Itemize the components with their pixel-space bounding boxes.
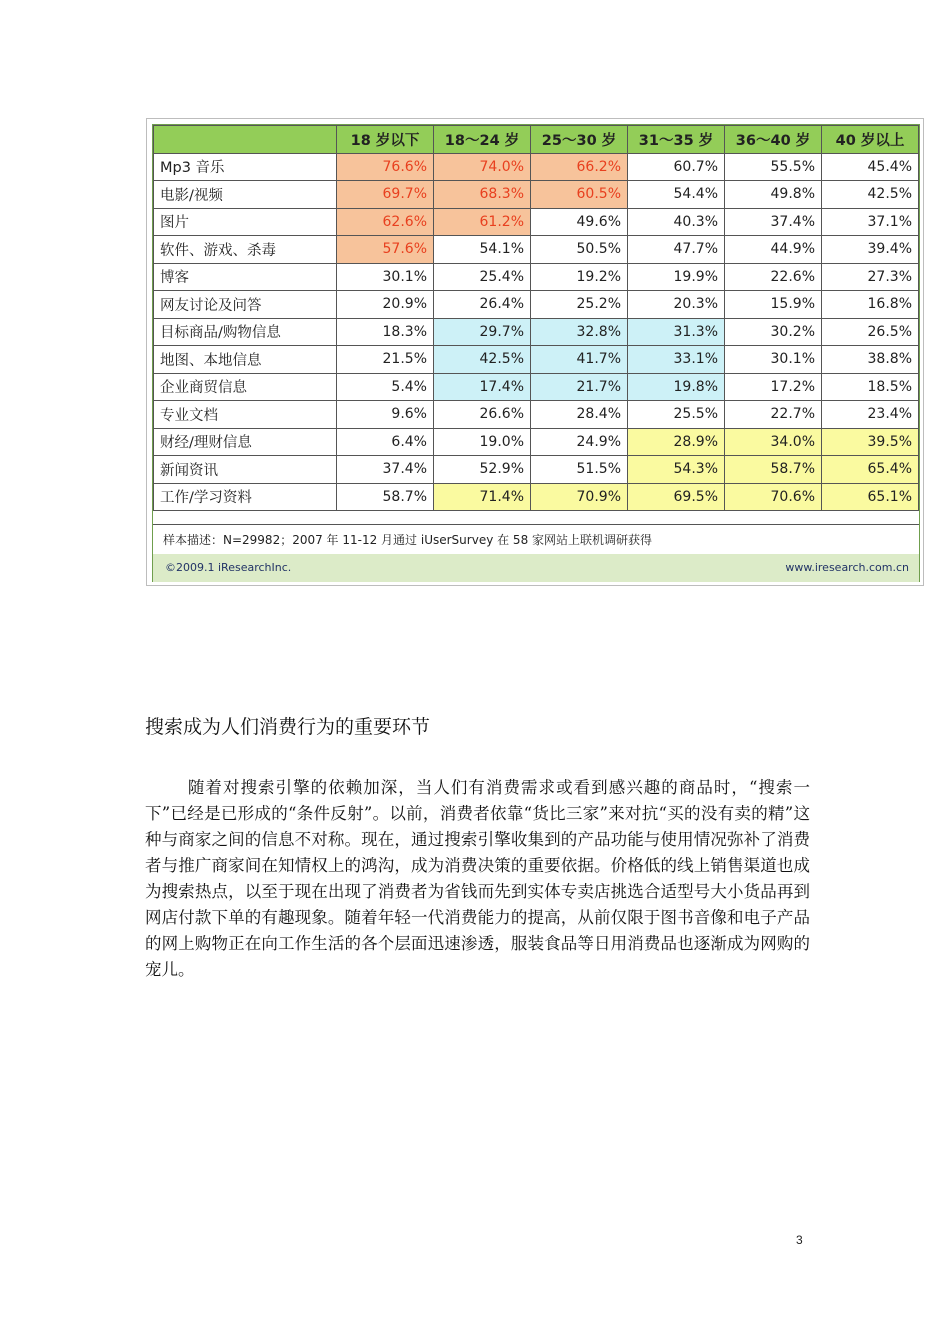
body-paragraph: 随着对搜索引擎的依赖加深，当人们有消费需求或看到感兴趣的商品时，“搜索一下”已经是已形成的“条件反射”。以前，消费者依靠“货比三家”来对抗“买的没有卖的精”这种与商家之间的信息不对称。现在，通过搜索引擎收集到的产品功能与使用情况弥补了消费者与推广商家间在知情权上的鸿沟，成为消费决策的重要依据。价格低的线上销售渠道也成为搜索热点，以至于现在出现了消费者为省钱而先到实体专卖店挑选合适型号大小货品再到网店付款下单的有趣现象。随着年轻一代消费能力的提高，从前仅限于图书音像和电子产品的网上购物正在向工作生活的各个层面迅速渗透，服装食品等日用消费品也逐渐成为网购的宠儿。 — [145, 778, 810, 979]
table-cell: 17.2% — [725, 373, 822, 401]
table-cell: 58.7% — [725, 456, 822, 484]
table-cell: 45.4% — [822, 153, 919, 181]
row-label: 目标商品/购物信息 — [154, 318, 337, 346]
table-cell: 60.5% — [531, 181, 628, 209]
table-cell: 30.1% — [725, 346, 822, 374]
table-cell: 54.3% — [628, 456, 725, 484]
table-cell: 40.3% — [628, 208, 725, 236]
table-cell: 28.9% — [628, 428, 725, 456]
table-cell: 18.5% — [822, 373, 919, 401]
table-cell: 28.4% — [531, 401, 628, 429]
row-label: 图片 — [154, 208, 337, 236]
table-row — [154, 318, 919, 346]
table-header-row — [154, 126, 919, 154]
table-cell: 21.7% — [531, 373, 628, 401]
table-cell: 33.1% — [628, 346, 725, 374]
table-row — [154, 401, 919, 429]
table-row — [154, 181, 919, 209]
table-cell: 51.5% — [531, 456, 628, 484]
table-header-cell: 40 岁以上 — [822, 126, 919, 154]
section-heading: 搜索成为人们消费行为的重要环节 — [145, 716, 431, 738]
table-cell: 20.9% — [337, 291, 434, 319]
table-cell: 6.4% — [337, 428, 434, 456]
table-header-cell: 18 岁以下 — [337, 126, 434, 154]
row-label: 博客 — [154, 263, 337, 291]
table-cell: 65.4% — [822, 456, 919, 484]
table-cell: 42.5% — [822, 181, 919, 209]
table-cell: 74.0% — [434, 153, 531, 181]
table-cell: 16.8% — [822, 291, 919, 319]
table-cell: 57.6% — [337, 236, 434, 264]
table-cell: 37.4% — [725, 208, 822, 236]
table-cell: 44.9% — [725, 236, 822, 264]
table-cell: 47.7% — [628, 236, 725, 264]
website-link[interactable]: www.iresearch.com.cn — [785, 561, 909, 574]
table-row — [154, 236, 919, 264]
table-cell: 38.8% — [822, 346, 919, 374]
table-cell: 60.7% — [628, 153, 725, 181]
table-cell: 61.2% — [434, 208, 531, 236]
row-label: 企业商贸信息 — [154, 373, 337, 401]
table-cell: 66.2% — [531, 153, 628, 181]
page-number: 3 — [796, 1233, 803, 1247]
table-cell: 29.7% — [434, 318, 531, 346]
table-cell: 24.9% — [531, 428, 628, 456]
table-cell: 50.5% — [531, 236, 628, 264]
table-cell: 19.8% — [628, 373, 725, 401]
table-cell: 42.5% — [434, 346, 531, 374]
table-cell: 26.6% — [434, 401, 531, 429]
table-footer — [153, 554, 919, 582]
table-row — [154, 346, 919, 374]
table-cell: 20.3% — [628, 291, 725, 319]
table-cell: 30.2% — [725, 318, 822, 346]
table-cell: 58.7% — [337, 483, 434, 511]
row-label: 软件、游戏、杀毒 — [154, 236, 337, 264]
table-cell: 34.0% — [725, 428, 822, 456]
table-row — [154, 456, 919, 484]
row-label: 网友讨论及问答 — [154, 291, 337, 319]
table-cell: 52.9% — [434, 456, 531, 484]
table-cell: 31.3% — [628, 318, 725, 346]
table-cell: 27.3% — [822, 263, 919, 291]
table-cell: 23.4% — [822, 401, 919, 429]
table-cell: 15.9% — [725, 291, 822, 319]
row-label: 新闻资讯 — [154, 456, 337, 484]
row-label: 工作/学习资料 — [154, 483, 337, 511]
table-cell: 69.5% — [628, 483, 725, 511]
table-header-cell: 36～40 岁 — [725, 126, 822, 154]
table-cell: 21.5% — [337, 346, 434, 374]
row-label: 专业文档 — [154, 401, 337, 429]
table-cell: 76.6% — [337, 153, 434, 181]
table-cell: 30.1% — [337, 263, 434, 291]
table-cell: 54.1% — [434, 236, 531, 264]
table-cell: 49.8% — [725, 181, 822, 209]
table-cell: 37.4% — [337, 456, 434, 484]
table-cell: 39.4% — [822, 236, 919, 264]
row-label: 财经/理财信息 — [154, 428, 337, 456]
table-row — [154, 428, 919, 456]
table-header-cell: 18～24 岁 — [434, 126, 531, 154]
table-header-cell: 25～30 岁 — [531, 126, 628, 154]
table-cell: 26.5% — [822, 318, 919, 346]
table-cell: 26.4% — [434, 291, 531, 319]
table-row — [154, 208, 919, 236]
survey-table — [153, 125, 919, 511]
table-cell: 22.7% — [725, 401, 822, 429]
row-label: 地图、本地信息 — [154, 346, 337, 374]
table-cell: 37.1% — [822, 208, 919, 236]
table-cell: 49.6% — [531, 208, 628, 236]
row-label: 电影/视频 — [154, 181, 337, 209]
table-cell: 68.3% — [434, 181, 531, 209]
table-cell: 25.2% — [531, 291, 628, 319]
table-row — [154, 153, 919, 181]
table-cell: 9.6% — [337, 401, 434, 429]
table-cell: 41.7% — [531, 346, 628, 374]
table-row — [154, 373, 919, 401]
table-row — [154, 291, 919, 319]
table-cell: 65.1% — [822, 483, 919, 511]
table-cell: 17.4% — [434, 373, 531, 401]
table-cell: 25.5% — [628, 401, 725, 429]
table-cell: 54.4% — [628, 181, 725, 209]
table-cell: 19.9% — [628, 263, 725, 291]
table-header-cell — [154, 126, 337, 154]
table-cell: 19.2% — [531, 263, 628, 291]
table-cell: 5.4% — [337, 373, 434, 401]
survey-table-figure — [146, 118, 924, 586]
table-cell: 25.4% — [434, 263, 531, 291]
sample-note: 样本描述：N=29982；2007 年 11-12 月通过 iUserSurvey 在 58 家网站上联机调研获得 — [153, 524, 919, 554]
table-row — [154, 483, 919, 511]
table-cell: 22.6% — [725, 263, 822, 291]
table-cell: 19.0% — [434, 428, 531, 456]
table-cell: 39.5% — [822, 428, 919, 456]
table-row — [154, 263, 919, 291]
survey-table-frame — [152, 124, 920, 582]
table-cell: 70.9% — [531, 483, 628, 511]
table-cell: 55.5% — [725, 153, 822, 181]
copyright-text: ©2009.1 iResearchInc. — [165, 561, 292, 574]
table-header-cell: 31～35 岁 — [628, 126, 725, 154]
table-body — [154, 153, 919, 511]
table-cell: 32.8% — [531, 318, 628, 346]
table-cell: 69.7% — [337, 181, 434, 209]
table-cell: 70.6% — [725, 483, 822, 511]
table-cell: 18.3% — [337, 318, 434, 346]
table-cell: 71.4% — [434, 483, 531, 511]
row-label: Mp3 音乐 — [154, 153, 337, 181]
table-cell: 62.6% — [337, 208, 434, 236]
